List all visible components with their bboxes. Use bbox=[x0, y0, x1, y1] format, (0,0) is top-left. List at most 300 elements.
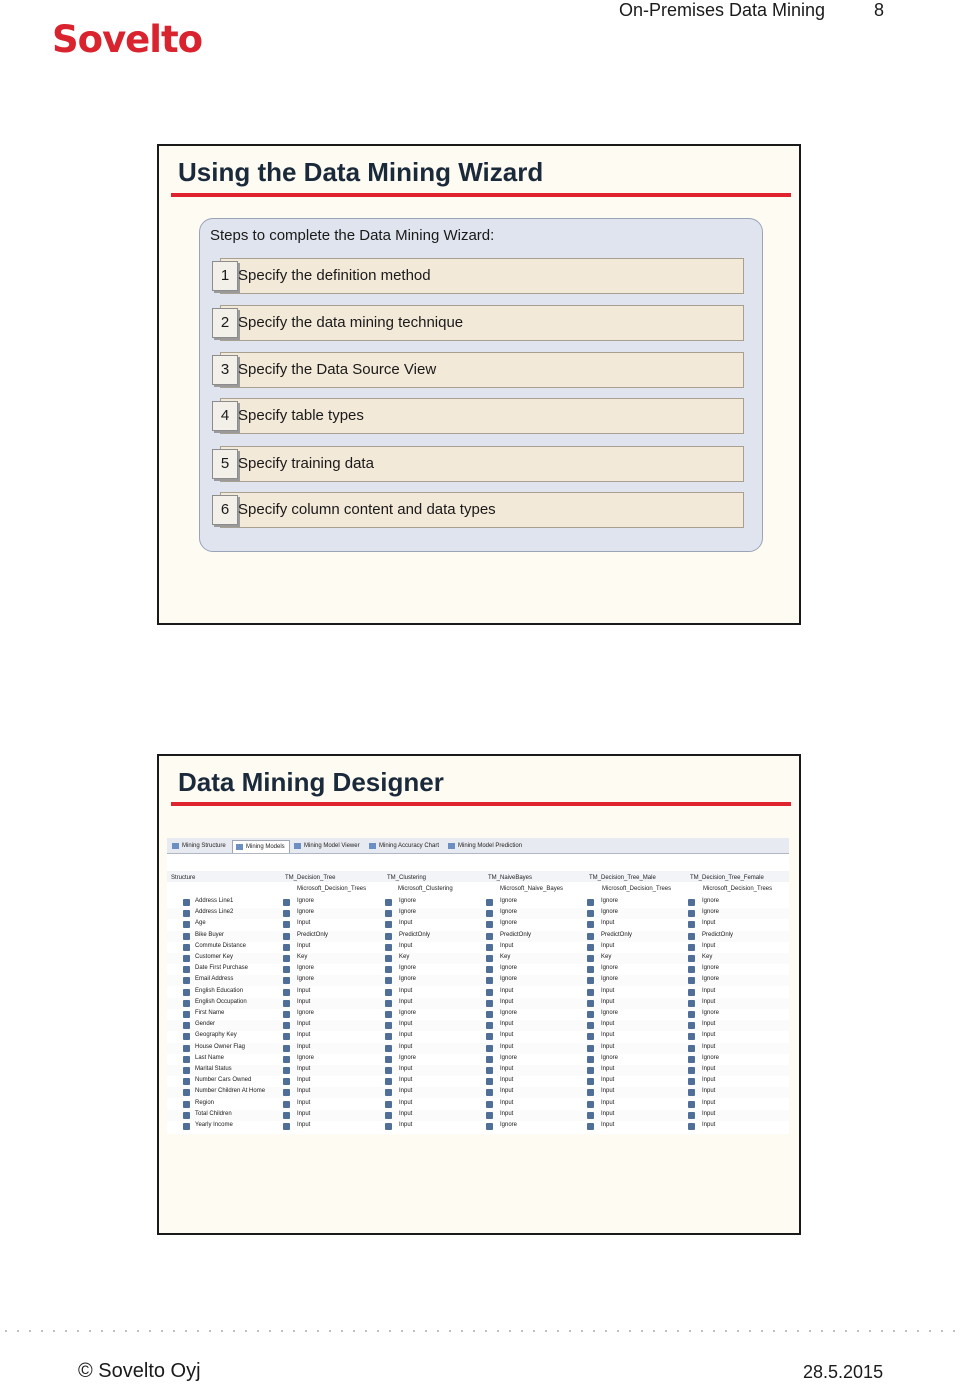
usage-cell[interactable]: Input bbox=[399, 1110, 413, 1117]
usage-cell[interactable]: PredictOnly bbox=[399, 931, 431, 938]
structure-column-name: Geography Key bbox=[195, 1032, 237, 1039]
usage-cell[interactable]: PredictOnly bbox=[702, 931, 734, 938]
usage-cell[interactable]: Input bbox=[500, 1043, 514, 1050]
usage-cell[interactable]: Ignore bbox=[500, 976, 518, 983]
usage-icon bbox=[283, 1022, 290, 1029]
step-label: Specify the definition method bbox=[238, 267, 431, 284]
step-label: Specify table types bbox=[238, 407, 364, 424]
usage-icon bbox=[688, 1078, 695, 1085]
usage-cell[interactable]: Ignore bbox=[399, 898, 417, 904]
usage-icon bbox=[587, 1056, 594, 1063]
usage-icon bbox=[385, 977, 392, 984]
usage-icon bbox=[587, 1045, 594, 1052]
usage-cell[interactable]: Input bbox=[702, 1122, 716, 1128]
table-row[interactable] bbox=[167, 1043, 789, 1054]
usage-cell[interactable]: Key bbox=[399, 954, 410, 960]
usage-cell[interactable]: Key bbox=[297, 954, 308, 960]
usage-icon bbox=[587, 1078, 594, 1085]
column-icon bbox=[183, 977, 190, 984]
usage-cell[interactable]: Input bbox=[399, 998, 413, 1005]
structure-column-name: Marital Status bbox=[195, 1066, 232, 1072]
column-icon bbox=[183, 989, 190, 996]
usage-icon bbox=[385, 933, 392, 940]
usage-cell[interactable]: Ignore bbox=[601, 976, 619, 983]
usage-icon bbox=[486, 933, 493, 940]
structure-column-name: House Owner Flag bbox=[195, 1043, 246, 1050]
usage-cell[interactable]: Input bbox=[601, 1032, 615, 1039]
usage-icon bbox=[385, 910, 392, 917]
usage-icon bbox=[385, 1123, 392, 1130]
usage-cell[interactable]: Input bbox=[702, 1088, 716, 1095]
structure-column-name: English Education bbox=[195, 987, 244, 994]
usage-icon bbox=[385, 1056, 392, 1063]
table-row[interactable] bbox=[167, 1009, 789, 1020]
step-number: 2 bbox=[212, 308, 238, 338]
usage-cell[interactable]: Input bbox=[399, 1088, 413, 1095]
usage-cell[interactable]: Ignore bbox=[702, 976, 720, 983]
usage-cell[interactable]: Input bbox=[399, 1021, 413, 1028]
table-row[interactable] bbox=[167, 987, 789, 998]
table-row[interactable] bbox=[167, 1065, 789, 1076]
usage-cell[interactable]: Input bbox=[500, 1066, 514, 1072]
usage-icon bbox=[688, 1089, 695, 1096]
usage-cell[interactable]: Input bbox=[399, 1032, 413, 1039]
column-icon bbox=[183, 1033, 190, 1040]
usage-cell[interactable]: Input bbox=[601, 1066, 615, 1072]
column-icon bbox=[183, 1000, 190, 1007]
table-row[interactable] bbox=[167, 1076, 789, 1087]
usage-icon bbox=[688, 1045, 695, 1052]
models-icon bbox=[236, 844, 243, 850]
usage-icon bbox=[688, 921, 695, 928]
usage-cell[interactable]: Ignore bbox=[297, 965, 315, 972]
slide-title: Using the Data Mining Wizard bbox=[178, 157, 544, 187]
tab-label: Mining Models bbox=[246, 844, 285, 850]
steps-heading: Steps to complete the Data Mining Wizard: bbox=[210, 227, 495, 244]
usage-cell[interactable]: Input bbox=[702, 1066, 716, 1072]
model-header[interactable]: TM_Decision_Tree_Male bbox=[589, 875, 656, 881]
wizard-steps-panel bbox=[199, 218, 763, 552]
usage-cell[interactable]: Input bbox=[399, 1077, 413, 1084]
structure-column-name: Age bbox=[195, 920, 206, 927]
usage-cell[interactable]: Input bbox=[297, 998, 311, 1005]
slide-title: Data Mining Designer bbox=[178, 767, 444, 797]
usage-icon bbox=[283, 955, 290, 962]
usage-icon bbox=[587, 933, 594, 940]
column-icon bbox=[183, 966, 190, 973]
usage-icon bbox=[587, 977, 594, 984]
usage-icon bbox=[486, 1112, 493, 1119]
usage-cell[interactable]: PredictOnly bbox=[500, 931, 532, 938]
usage-icon bbox=[283, 899, 290, 906]
usage-cell[interactable]: Input bbox=[601, 1077, 615, 1084]
table-row[interactable] bbox=[167, 919, 789, 930]
usage-cell[interactable]: Key bbox=[702, 954, 713, 960]
sovelto-logo: Sovelto bbox=[52, 18, 203, 61]
usage-icon bbox=[587, 1123, 594, 1130]
usage-icon bbox=[587, 989, 594, 996]
usage-cell[interactable]: Ignore bbox=[500, 1010, 518, 1016]
usage-cell[interactable]: Input bbox=[702, 1110, 716, 1117]
usage-cell[interactable]: Input bbox=[297, 1088, 311, 1095]
usage-icon bbox=[688, 1123, 695, 1130]
usage-icon bbox=[587, 1000, 594, 1007]
usage-icon bbox=[486, 1000, 493, 1007]
usage-cell[interactable]: Input bbox=[399, 987, 413, 994]
usage-cell[interactable]: Input bbox=[297, 1077, 311, 1084]
usage-cell[interactable]: Ignore bbox=[297, 1054, 315, 1061]
wizard-step bbox=[212, 352, 744, 388]
usage-cell[interactable]: Ignore bbox=[399, 1010, 417, 1016]
usage-cell[interactable]: Input bbox=[702, 942, 716, 949]
structure-column-name: First Name bbox=[195, 1010, 225, 1016]
usage-icon bbox=[486, 944, 493, 951]
tab-mining-model-prediction[interactable] bbox=[445, 840, 526, 852]
column-icon bbox=[183, 1101, 190, 1108]
usage-icon bbox=[486, 989, 493, 996]
usage-cell[interactable]: Input bbox=[601, 1099, 615, 1106]
column-icon bbox=[183, 1112, 190, 1119]
table-row[interactable] bbox=[167, 1054, 789, 1065]
step-number: 4 bbox=[212, 401, 238, 431]
usage-icon bbox=[688, 966, 695, 973]
usage-icon bbox=[587, 955, 594, 962]
usage-cell[interactable]: Input bbox=[399, 920, 413, 927]
usage-cell[interactable]: Input bbox=[399, 1066, 413, 1072]
table-row[interactable] bbox=[167, 1031, 789, 1042]
usage-icon bbox=[283, 1045, 290, 1052]
model-header[interactable]: TM_Decision_Tree_Female bbox=[690, 875, 764, 881]
page-number: 8 bbox=[874, 0, 885, 20]
usage-cell[interactable]: Input bbox=[702, 1032, 716, 1039]
structure-icon bbox=[172, 843, 179, 849]
structure-column-name: Customer Key bbox=[195, 954, 234, 960]
usage-cell[interactable]: Input bbox=[297, 1043, 311, 1050]
tab-mining-models[interactable] bbox=[232, 840, 290, 853]
usage-cell[interactable]: Input bbox=[601, 1110, 615, 1117]
tab-mining-accuracy-chart[interactable] bbox=[366, 840, 443, 852]
usage-icon bbox=[688, 1067, 695, 1074]
step-number: 6 bbox=[212, 495, 238, 525]
usage-icon bbox=[688, 933, 695, 940]
column-icon bbox=[183, 944, 190, 951]
usage-cell[interactable]: Ignore bbox=[702, 1010, 720, 1016]
usage-icon bbox=[486, 1078, 493, 1085]
usage-icon bbox=[283, 1011, 290, 1018]
usage-icon bbox=[587, 1067, 594, 1074]
usage-icon bbox=[385, 955, 392, 962]
usage-icon bbox=[283, 989, 290, 996]
usage-cell[interactable]: Ignore bbox=[297, 898, 315, 904]
usage-cell[interactable]: Ignore bbox=[500, 909, 518, 916]
step-label: Specify column content and data types bbox=[238, 501, 496, 518]
footer-copyright: © Sovelto Oyj bbox=[78, 1360, 201, 1382]
usage-icon bbox=[486, 899, 493, 906]
footer-dotted-divider bbox=[0, 1328, 960, 1334]
wizard-step bbox=[212, 398, 744, 434]
usage-icon bbox=[486, 1011, 493, 1018]
usage-icon bbox=[385, 1045, 392, 1052]
usage-icon bbox=[486, 1022, 493, 1029]
usage-icon bbox=[283, 1123, 290, 1130]
usage-cell[interactable]: Ignore bbox=[500, 1122, 518, 1128]
usage-cell[interactable]: Input bbox=[702, 920, 716, 927]
structure-column-header[interactable]: Structure bbox=[171, 875, 196, 881]
usage-cell[interactable]: Ignore bbox=[500, 1054, 518, 1061]
usage-icon bbox=[283, 1067, 290, 1074]
usage-icon bbox=[283, 1112, 290, 1119]
column-icon bbox=[183, 1011, 190, 1018]
usage-icon bbox=[283, 1078, 290, 1085]
usage-cell[interactable]: Input bbox=[500, 1077, 514, 1084]
column-icon bbox=[183, 933, 190, 940]
slide-data-mining-wizard bbox=[157, 144, 801, 625]
usage-cell[interactable]: Ignore bbox=[399, 1054, 417, 1061]
usage-cell[interactable]: Input bbox=[297, 1032, 311, 1039]
usage-cell[interactable]: PredictOnly bbox=[297, 931, 329, 938]
usage-icon bbox=[688, 944, 695, 951]
usage-icon bbox=[283, 966, 290, 973]
tab-label: Mining Accuracy Chart bbox=[379, 843, 440, 849]
usage-cell[interactable]: Ignore bbox=[297, 976, 315, 983]
usage-cell[interactable]: Input bbox=[601, 1043, 615, 1050]
table-row[interactable] bbox=[167, 1099, 789, 1110]
usage-cell[interactable]: Ignore bbox=[601, 1010, 619, 1016]
usage-cell[interactable]: PredictOnly bbox=[601, 931, 633, 938]
usage-icon bbox=[385, 1112, 392, 1119]
table-row[interactable] bbox=[167, 1121, 789, 1132]
usage-icon bbox=[385, 1000, 392, 1007]
usage-cell[interactable]: Input bbox=[601, 1122, 615, 1128]
usage-cell[interactable]: Ignore bbox=[702, 909, 720, 916]
table-row[interactable] bbox=[167, 1087, 789, 1098]
usage-icon bbox=[688, 977, 695, 984]
structure-column-name: Yearly Income bbox=[195, 1122, 233, 1128]
usage-cell[interactable]: Input bbox=[702, 987, 716, 994]
usage-cell[interactable]: Input bbox=[399, 1043, 413, 1050]
usage-icon bbox=[486, 1101, 493, 1108]
table-row[interactable] bbox=[167, 908, 789, 919]
model-algorithm: Microsoft_Naive_Bayes bbox=[500, 886, 564, 892]
wizard-step bbox=[212, 446, 744, 482]
wizard-step bbox=[212, 492, 744, 528]
step-number: 5 bbox=[212, 449, 238, 479]
usage-cell[interactable]: Input bbox=[500, 987, 514, 994]
usage-cell[interactable]: Input bbox=[500, 942, 514, 949]
usage-icon bbox=[385, 989, 392, 996]
usage-icon bbox=[587, 899, 594, 906]
usage-cell[interactable]: Ignore bbox=[399, 965, 417, 972]
usage-cell[interactable]: Ignore bbox=[702, 898, 720, 904]
usage-cell[interactable]: Ignore bbox=[601, 909, 619, 916]
designer-tabstrip bbox=[167, 838, 789, 854]
usage-cell[interactable]: Input bbox=[500, 1021, 514, 1028]
usage-cell[interactable]: Input bbox=[601, 942, 615, 949]
usage-cell[interactable]: Input bbox=[297, 1122, 311, 1128]
structure-column-name: Gender bbox=[195, 1021, 216, 1028]
usage-icon bbox=[688, 1033, 695, 1040]
usage-cell[interactable]: Input bbox=[702, 1099, 716, 1106]
usage-icon bbox=[283, 977, 290, 984]
structure-column-name: Region bbox=[195, 1099, 215, 1106]
usage-icon bbox=[587, 1089, 594, 1096]
tab-label: Mining Model Viewer bbox=[304, 843, 360, 849]
usage-cell[interactable]: Input bbox=[500, 1110, 514, 1117]
usage-cell[interactable]: Input bbox=[702, 998, 716, 1005]
usage-icon bbox=[688, 1011, 695, 1018]
usage-icon bbox=[385, 966, 392, 973]
usage-icon bbox=[486, 1123, 493, 1130]
usage-cell[interactable]: Input bbox=[601, 920, 615, 927]
usage-icon bbox=[283, 933, 290, 940]
table-row[interactable] bbox=[167, 975, 789, 986]
usage-icon bbox=[486, 1089, 493, 1096]
usage-icon bbox=[385, 1033, 392, 1040]
usage-cell[interactable]: Input bbox=[297, 920, 311, 927]
usage-icon bbox=[385, 1067, 392, 1074]
column-icon bbox=[183, 899, 190, 906]
usage-icon bbox=[385, 1089, 392, 1096]
usage-cell[interactable]: Ignore bbox=[500, 920, 518, 927]
usage-cell[interactable]: Ignore bbox=[702, 1054, 720, 1061]
usage-icon bbox=[688, 1000, 695, 1007]
table-row[interactable] bbox=[167, 964, 789, 975]
model-header[interactable]: TM_NaiveBayes bbox=[488, 875, 533, 881]
usage-cell[interactable]: Input bbox=[601, 1088, 615, 1095]
usage-cell[interactable]: Input bbox=[297, 1021, 311, 1028]
usage-cell[interactable]: Input bbox=[297, 987, 311, 994]
structure-column-name: Bike Buyer bbox=[195, 931, 225, 938]
usage-icon bbox=[385, 1101, 392, 1108]
usage-cell[interactable]: Ignore bbox=[500, 965, 518, 972]
table-row[interactable] bbox=[167, 1110, 789, 1121]
usage-cell[interactable]: Key bbox=[601, 954, 612, 960]
usage-icon bbox=[688, 989, 695, 996]
model-algorithm: Microsoft_Decision_Trees bbox=[602, 886, 672, 892]
usage-cell[interactable]: Input bbox=[399, 1122, 413, 1128]
model-header[interactable]: TM_Decision_Tree bbox=[285, 875, 336, 881]
table-row[interactable] bbox=[167, 998, 789, 1009]
usage-cell[interactable]: Input bbox=[601, 998, 615, 1005]
usage-cell[interactable]: Input bbox=[601, 1021, 615, 1028]
tab-mining-structure[interactable] bbox=[169, 840, 230, 852]
usage-cell[interactable]: Input bbox=[297, 1110, 311, 1117]
tab-mining-model-viewer[interactable] bbox=[291, 840, 364, 852]
structure-column-name: Number Cars Owned bbox=[195, 1077, 252, 1084]
structure-column-name: English Occupation bbox=[195, 998, 247, 1005]
usage-cell[interactable]: Input bbox=[297, 942, 311, 949]
mining-models-screenshot bbox=[167, 838, 789, 1134]
model-header[interactable]: TM_Clustering bbox=[387, 875, 427, 881]
usage-icon bbox=[283, 944, 290, 951]
usage-icon bbox=[486, 1033, 493, 1040]
step-label: Specify the data mining technique bbox=[238, 314, 464, 331]
model-algorithm: Microsoft_Clustering bbox=[398, 886, 453, 892]
usage-icon bbox=[385, 1011, 392, 1018]
usage-icon bbox=[688, 1101, 695, 1108]
usage-icon bbox=[486, 921, 493, 928]
step-label: Specify training data bbox=[238, 455, 374, 472]
title-underline bbox=[171, 193, 791, 197]
structure-column-name: Number Children At Home bbox=[195, 1088, 266, 1095]
table-row[interactable] bbox=[167, 931, 789, 942]
usage-cell[interactable]: Ignore bbox=[500, 898, 518, 904]
usage-cell[interactable]: Ignore bbox=[601, 965, 619, 972]
footer-date: 28.5.2015 bbox=[803, 1362, 884, 1382]
usage-cell[interactable]: Ignore bbox=[297, 909, 315, 916]
usage-icon bbox=[385, 921, 392, 928]
usage-cell[interactable]: Input bbox=[500, 998, 514, 1005]
step-label: Specify the Data Source View bbox=[238, 361, 437, 378]
table-row[interactable] bbox=[167, 953, 789, 964]
table-row[interactable] bbox=[167, 942, 789, 953]
usage-icon bbox=[688, 899, 695, 906]
wizard-step bbox=[212, 258, 744, 294]
usage-icon bbox=[688, 1112, 695, 1119]
usage-cell[interactable]: Ignore bbox=[399, 909, 417, 916]
usage-cell[interactable]: Input bbox=[297, 1066, 311, 1072]
column-icon bbox=[183, 1056, 190, 1063]
usage-icon bbox=[486, 966, 493, 973]
usage-cell[interactable]: Key bbox=[500, 954, 511, 960]
usage-cell[interactable]: Input bbox=[399, 942, 413, 949]
usage-cell[interactable]: Ignore bbox=[297, 1010, 315, 1016]
usage-cell[interactable]: Input bbox=[297, 1099, 311, 1106]
usage-cell[interactable]: Ignore bbox=[702, 965, 720, 972]
usage-icon bbox=[688, 1056, 695, 1063]
usage-cell[interactable]: Input bbox=[702, 1021, 716, 1028]
usage-icon bbox=[587, 1022, 594, 1029]
column-icon bbox=[183, 955, 190, 962]
usage-icon bbox=[587, 944, 594, 951]
usage-cell[interactable]: Input bbox=[500, 1099, 514, 1106]
usage-icon bbox=[688, 910, 695, 917]
usage-icon bbox=[283, 1056, 290, 1063]
usage-icon bbox=[486, 1067, 493, 1074]
usage-cell[interactable]: Input bbox=[601, 987, 615, 994]
usage-icon bbox=[283, 910, 290, 917]
usage-cell[interactable]: Input bbox=[500, 1032, 514, 1039]
usage-cell[interactable]: Input bbox=[702, 1043, 716, 1050]
structure-column-name: Total Children bbox=[195, 1110, 232, 1117]
structure-column-name: Email Address bbox=[195, 976, 234, 983]
usage-icon bbox=[688, 955, 695, 962]
usage-cell[interactable]: Input bbox=[399, 1099, 413, 1106]
column-icon bbox=[183, 1045, 190, 1052]
column-icon bbox=[183, 921, 190, 928]
usage-icon bbox=[688, 1022, 695, 1029]
usage-cell[interactable]: Ignore bbox=[601, 898, 619, 904]
wizard-step bbox=[212, 305, 744, 341]
table-row[interactable] bbox=[167, 1020, 789, 1031]
model-algorithm: Microsoft_Decision_Trees bbox=[703, 886, 773, 892]
usage-icon bbox=[587, 966, 594, 973]
usage-icon bbox=[587, 921, 594, 928]
model-algorithm: Microsoft_Decision_Trees bbox=[297, 886, 367, 892]
usage-cell[interactable]: Ignore bbox=[601, 1054, 619, 1061]
usage-icon bbox=[486, 1045, 493, 1052]
usage-cell[interactable]: Input bbox=[702, 1077, 716, 1084]
table-row[interactable] bbox=[167, 897, 789, 908]
slide-data-mining-designer bbox=[157, 754, 801, 1235]
chart-icon bbox=[369, 843, 376, 849]
column-icon bbox=[183, 1089, 190, 1096]
usage-icon bbox=[283, 1033, 290, 1040]
usage-cell[interactable]: Input bbox=[500, 1088, 514, 1095]
usage-cell[interactable]: Ignore bbox=[399, 976, 417, 983]
column-icon bbox=[183, 910, 190, 917]
usage-icon bbox=[385, 899, 392, 906]
